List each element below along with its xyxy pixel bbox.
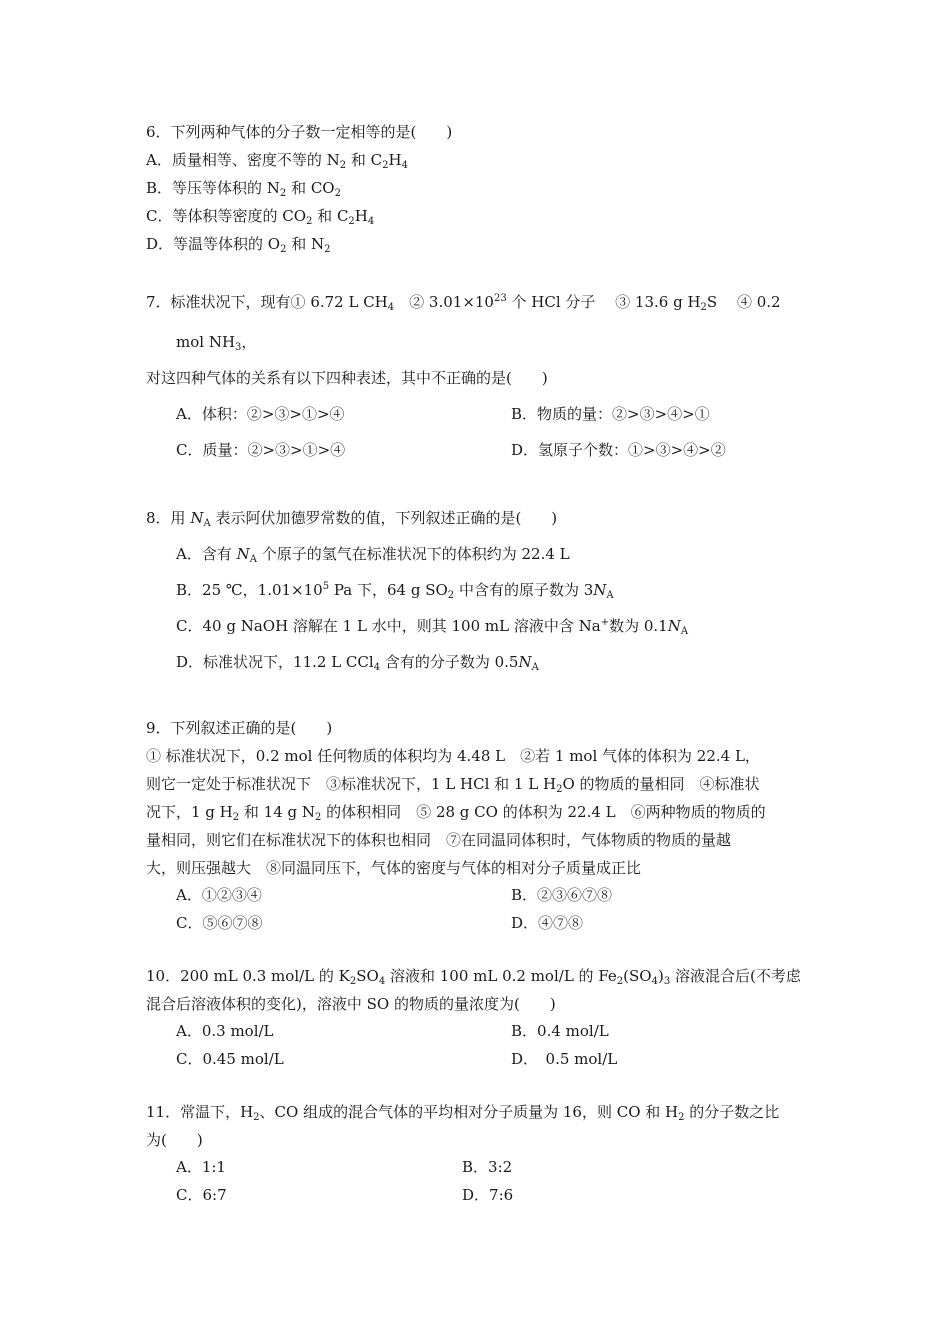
q6-stem: 6．下列两种气体的分子数一定相等的是( ) [146,123,453,141]
q10-option-d: D． 0.5 mol/L [511,1050,618,1068]
q7-option-b: B．物质的量：②>③>④>① [511,405,710,423]
q9-option-d: D．④⑦⑧ [511,914,584,932]
q11-option-c: C．6:7 [176,1186,227,1204]
q9-paragraph-line1: ① 标准状况下，0.2 mol 任何物质的体积均为 4.48 L ②若 1 mol 气体的体积为 22.4 L， [146,747,760,765]
q7-stem-line3: 对这四种气体的关系有以下四种表述，其中不正确的是( ) [146,369,548,387]
q8-option-b: B．25 ℃，$1.01\times 10^5$ Pa 下，64 g $SO_2$ 中含有的原子数为 $3N_A$ [176,581,614,601]
q9-paragraph-line4: 量相同，则它们在标准状况下的体积也相同 ⑦在同温同体积时，气体物质的物质的量越 [146,831,732,849]
q8-option-c: C．40 g NaOH 溶解在 1 L 水中，则其 100 mL 溶液中含 Na+数为 $0.1N_A$ [176,617,689,637]
q7-option-d: D．氢原子个数：①>③>④>② [511,441,726,459]
q6-option-b: B．等压等体积的 $N_2$ 和 $CO_2$ [146,179,341,199]
q9-paragraph-line2: 则它一定处于标准状况下 ③标准状况下，1 L HCl 和 1 L $H_2O$ 的物质的量相同 ④标准状 [146,775,760,795]
q11-option-d: D．7:6 [462,1186,514,1204]
q9-paragraph-line5: 大，则压强越大 ⑧同温同压下，气体的密度与气体的相对分子质量成正比 [146,859,642,877]
q11-option-a: A．1:1 [176,1158,226,1176]
q8-option-a: A．含有 $N_A$ 个原子的氢气在标准状况下的体积约为 22.4 L [176,545,570,565]
q7-option-c: C．质量：②>③>①>④ [176,441,346,459]
q11-stem-line2: 为( ) [146,1131,203,1149]
q8-stem: 8．用 $N_A$ 表示阿伏加德罗常数的值，下列叙述正确的是( ) [146,509,558,529]
q7-stem-line1: 7．标准状况下，现有① 6.72 L $CH_4$ ② $3.01\times 10^{23}$ 个 HCl 分子 ③ 13.6 g $H_2S$ ④ 0.2 [146,293,781,313]
q11-option-b: B．3:2 [462,1158,513,1176]
q10-stem-line1: 10．200 mL 0.3 mol/L 的 $K_2SO_4$ 溶液和 100 mL 0.2 mol/L 的 $Fe_2(SO_4)_3$ 溶液混合后(不考虑 [146,967,801,987]
q9-option-b: B．②③⑥⑦⑧ [511,886,613,904]
q9-option-c: C．⑤⑥⑦⑧ [176,914,263,932]
q9-stem: 9．下列叙述正确的是( ) [146,719,333,737]
q11-stem-line1: 11．常温下，$H_2$、CO 组成的混合气体的平均相对分子质量为 16，则 CO 和 $H_2$ 的分子数之比 [146,1103,780,1123]
q7-stem-line2: mol $NH_3$， [176,333,257,353]
q8-option-d: D．标准状况下，11.2 L CCl$_4$ 含有的分子数为 $0.5N_A$ [176,653,539,673]
q6-option-c: C．等体积等密度的 $CO_2$ 和 $C_2H_4$ [146,207,375,227]
q7-option-a: A．体积：②>③>①>④ [176,405,345,423]
q6-option-d: D．等温等体积的 $O_2$ 和 $N_2$ [146,235,331,255]
q10-option-b: B．0.4 mol/L [511,1022,609,1040]
q9-option-a: A．①②③④ [176,886,262,904]
q6-option-a: A．质量相等、密度不等的 $N_2$ 和 $C_2H_4$ [146,151,408,171]
q9-paragraph-line3: 况下，1 g $H_2$ 和 14 g $N_2$ 的体积相同 ⑤ 28 g CO 的体积为 22.4 L ⑥两种物质的物质的 [146,803,766,823]
q10-option-a: A．0.3 mol/L [176,1022,274,1040]
q10-option-c: C．0.45 mol/L [176,1050,284,1068]
q10-stem-line2: 混合后溶液体积的变化)，溶液中 SO 的物质的量浓度为( ) [146,995,556,1013]
